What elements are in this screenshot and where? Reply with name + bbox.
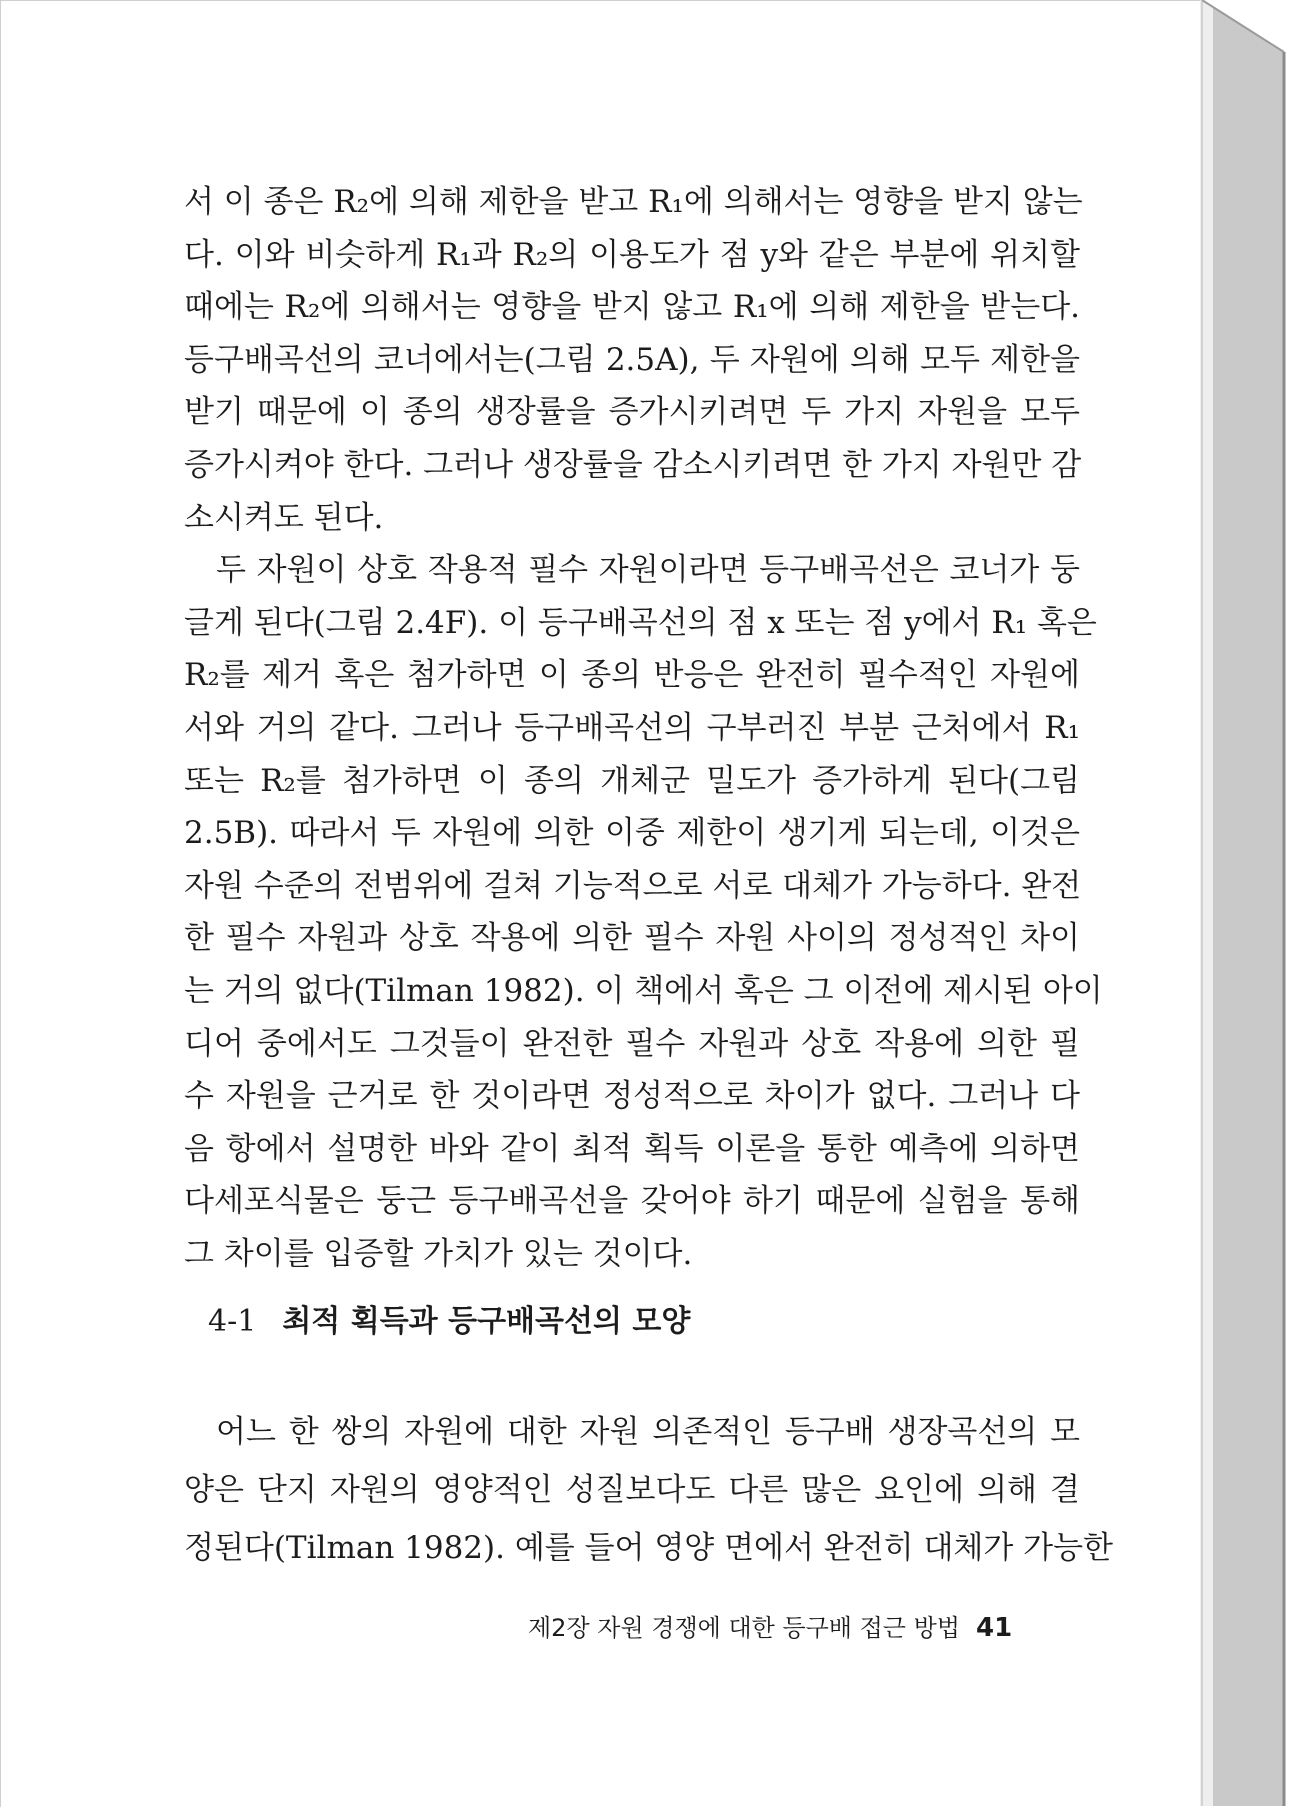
text-line: 음 항에서 설명한 바와 같이 최적 획득 이론을 통한 예측에 의하면 bbox=[184, 1130, 1080, 1167]
text-line: 받기 때문에 이 종의 생장률을 증가시키려면 두 가지 자원을 모두 bbox=[184, 394, 1080, 431]
text-line: 어느 한 쌍의 자원에 대한 자원 의존적인 등구배 생장곡선의 모 bbox=[216, 1414, 1080, 1450]
text-line: 수 자원을 근거로 한 것이라면 정성적으로 차이가 없다. 그러나 다 bbox=[184, 1078, 1080, 1115]
text-line: 때에는 R₂에 의해서는 영향을 받지 않고 R₁에 의해 제한을 받는다. bbox=[184, 289, 1080, 326]
text-line: 한 필수 자원과 상호 작용에 의한 필수 자원 사이의 정성적인 차이 bbox=[184, 920, 1080, 957]
text-line: 정된다(Tilman 1982). 예를 들어 영양 면에서 완전히 대체가 가능한 bbox=[184, 1530, 1113, 1566]
section-body-text bbox=[184, 1403, 1113, 1577]
text-line: 다. 이와 비슷하게 R₁과 R₂의 이용도가 점 y와 같은 부분에 위치할 bbox=[184, 236, 1080, 273]
chapter-title: 제2장 자원 경쟁에 대한 등구배 접근 방법 bbox=[528, 1614, 960, 1642]
text-line: 서 이 종은 R₂에 의해 제한을 받고 R₁에 의해서는 영향을 받지 않는 bbox=[184, 184, 1083, 220]
text-line: 소시켜도 된다. bbox=[184, 499, 384, 536]
text-line: 디어 중에서도 그것들이 완전한 필수 자원과 상호 작용에 의한 필 bbox=[184, 1025, 1080, 1062]
text-line: 두 자원이 상호 작용적 필수 자원이라면 등구배곡선은 코너가 둥 bbox=[216, 552, 1080, 589]
text-line: 자원 수준의 전범위에 걸쳐 기능적으로 서로 대체가 가능하다. 완전 bbox=[184, 867, 1082, 904]
text-line: 그 차이를 입증할 가치가 있는 것이다. bbox=[184, 1235, 693, 1272]
body-text bbox=[184, 176, 1103, 1280]
section-heading bbox=[208, 1296, 690, 1340]
text-line: 2.5B). 따라서 두 자원에 의한 이중 제한이 생기게 되는데, 이것은 bbox=[184, 815, 1080, 852]
text-line: 등구배곡선의 코너에서는(그림 2.5A), 두 자원에 의해 모두 제한을 bbox=[184, 341, 1080, 378]
text-line: 는 거의 없다(Tilman 1982). 이 책에서 혹은 그 이전에 제시된 아이 bbox=[184, 972, 1103, 1009]
text-line: 증가시켜야 한다. 그러나 생장률을 감소시키려면 한 가지 자원만 감 bbox=[184, 446, 1082, 483]
page-number: 41 bbox=[976, 1613, 1013, 1643]
page-footer bbox=[528, 1608, 1048, 1643]
section-title: 최적 획득과 등구배곡선의 모양 bbox=[282, 1304, 691, 1339]
text-line: 서와 거의 같다. 그러나 등구배곡선의 구부러진 부분 근처에서 R₁ bbox=[184, 709, 1080, 746]
text-line: R₂를 제거 혹은 첨가하면 이 종의 반응은 완전히 필수적인 자원에 bbox=[184, 657, 1080, 694]
text-line: 양은 단지 자원의 영양적인 성질보다도 다른 많은 요인에 의해 결 bbox=[184, 1472, 1080, 1508]
section-number: 4-1 bbox=[208, 1304, 257, 1339]
text-line: 다세포식물은 둥근 등구배곡선을 갖어야 하기 때문에 실험을 통해 bbox=[184, 1183, 1080, 1220]
text-line: 글게 된다(그림 2.4F). 이 등구배곡선의 점 x 또는 점 y에서 R₁ 혹은 bbox=[184, 604, 1097, 641]
text-line: 또는 R₂를 첨가하면 이 종의 개체군 밀도가 증가하게 된다(그림 bbox=[184, 762, 1080, 799]
